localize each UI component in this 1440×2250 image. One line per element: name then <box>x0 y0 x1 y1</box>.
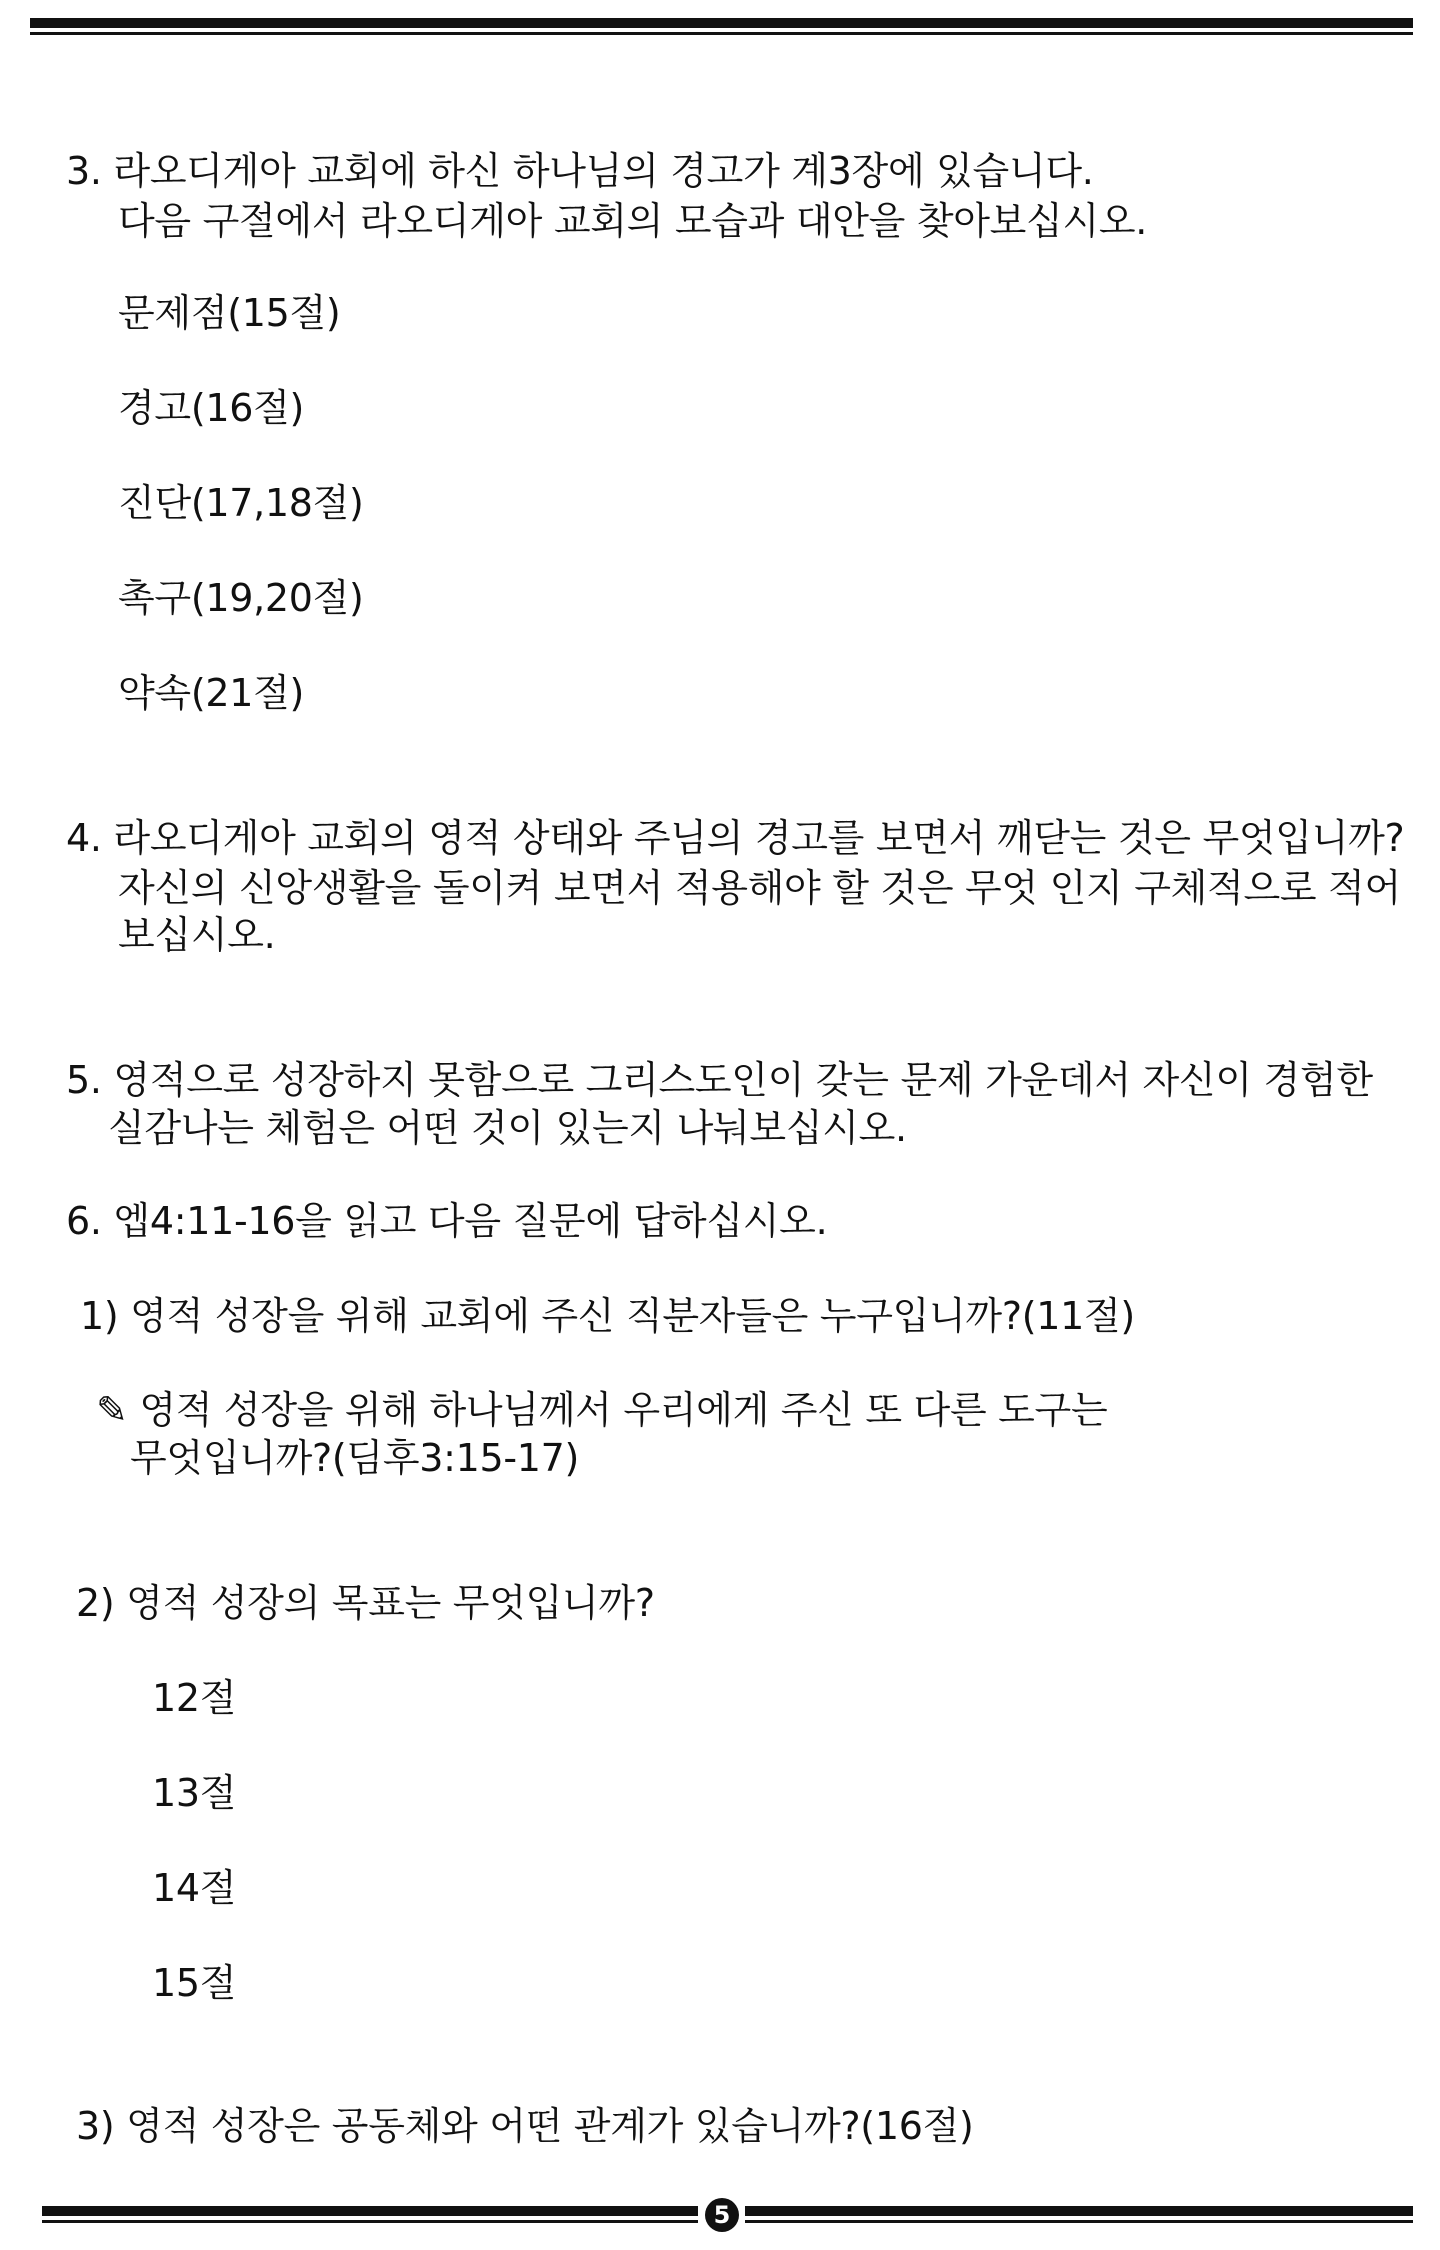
q3-item-warning: 경고(16절) <box>118 386 305 430</box>
q4-line-2: 자신의 신앙생활을 돌이켜 보면서 적용해야 할 것은 무엇 인지 구체적으로 적어 <box>118 866 1401 910</box>
q3-item-problem: 문제점(15절) <box>118 291 341 335</box>
q5-line-2: 실감나는 체험은 어떤 것이 있는지 나눠보십시오. <box>108 1106 907 1150</box>
footer-rule-left-thin <box>42 2220 698 2223</box>
q6-verse-15: 15절 <box>152 1961 237 2005</box>
page-number-badge: 5 <box>705 2198 739 2232</box>
q6-sub-1: 1) 영적 성장을 위해 교회에 주신 직분자들은 누구입니까?(11절) <box>80 1294 1135 1338</box>
q6-note-text-1: 영적 성장을 위해 하나님께서 우리에게 주신 또 다른 도구는 <box>139 1388 1108 1432</box>
q3-line-1: 3. 라오디게아 교회에 하신 하나님의 경고가 계3장에 있습니다. <box>66 149 1094 193</box>
q5-line-1: 5. 영적으로 성장하지 못함으로 그리스도인이 갖는 문제 가운데서 자신이 경험한 <box>66 1058 1373 1102</box>
q3-item-promise: 약속(21절) <box>118 671 305 715</box>
q6-verse-14: 14절 <box>152 1866 237 1910</box>
q6-note-line-1 <box>96 1387 1107 1433</box>
q6-verse-13: 13절 <box>152 1771 237 1815</box>
page-footer <box>0 2200 1440 2240</box>
q3-line-2: 다음 구절에서 라오디게아 교회의 모습과 대안을 찾아보십시오. <box>118 199 1148 243</box>
footer-rule-left-thick <box>42 2206 698 2216</box>
q4-line-3: 보십시오. <box>118 913 276 957</box>
q6-note-line-2: 무엇입니까?(딤후3:15-17) <box>130 1436 580 1480</box>
q6-sub-2: 2) 영적 성장의 목표는 무엇입니까? <box>76 1581 655 1625</box>
top-rule-thin <box>30 32 1413 35</box>
q4-line-1: 4. 라오디게아 교회의 영적 상태와 주님의 경고를 보면서 깨닫는 것은 무엇입니까? <box>66 816 1405 860</box>
footer-rule-right-thick <box>745 2206 1413 2216</box>
footer-rule-right-thin <box>745 2220 1413 2223</box>
top-rule-thick <box>30 18 1413 28</box>
q6-sub-3: 3) 영적 성장은 공동체와 어떤 관계가 있습니까?(16절) <box>76 2104 974 2148</box>
q6-title: 6. 엡4:11-16을 읽고 다음 질문에 답하십시오. <box>66 1199 828 1243</box>
pencil-icon: ✎ <box>96 1388 128 1432</box>
q3-item-urging: 촉구(19,20절) <box>118 576 364 620</box>
q3-item-diagnosis: 진단(17,18절) <box>118 481 364 525</box>
q6-verse-12: 12절 <box>152 1676 237 1720</box>
